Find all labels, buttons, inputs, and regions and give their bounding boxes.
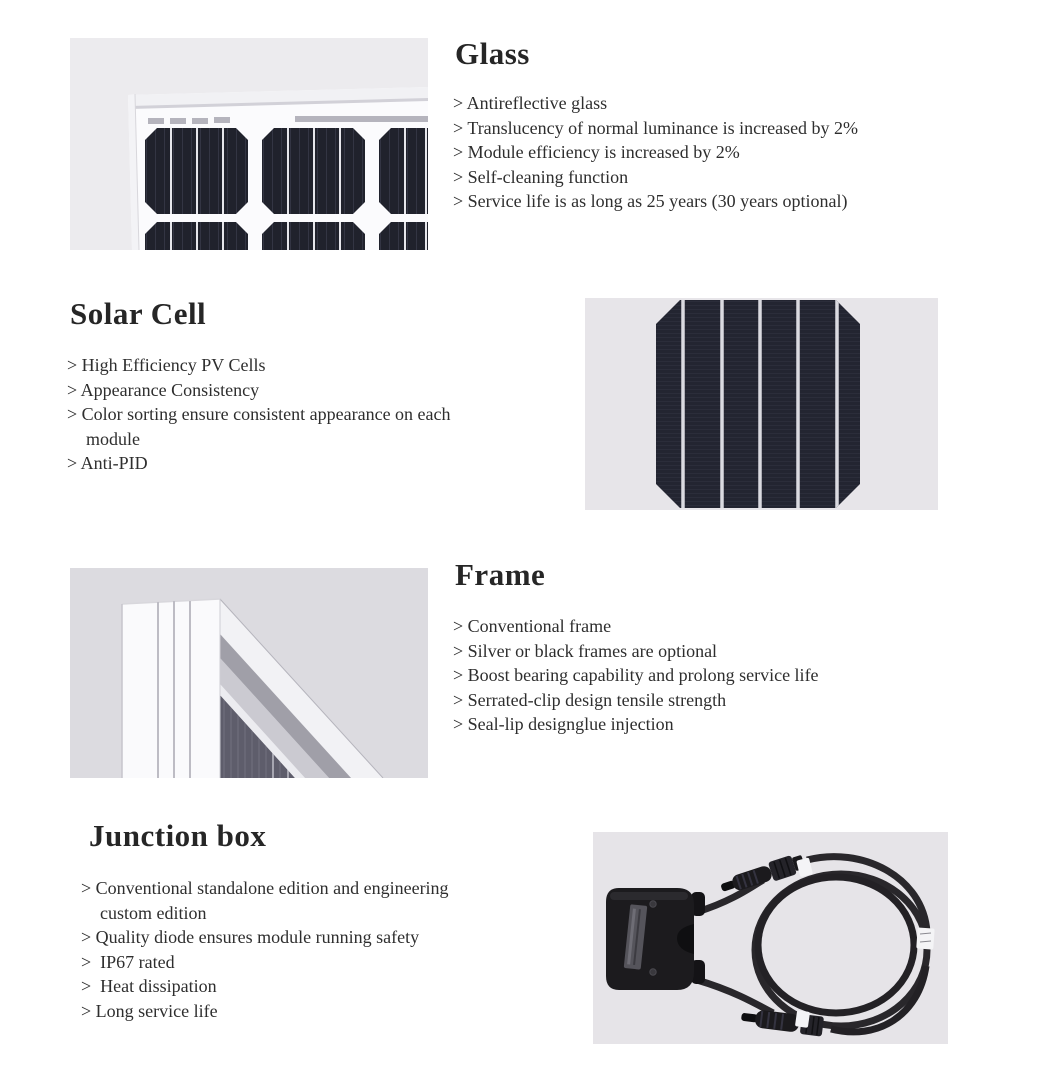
mono-cell-octagon	[656, 300, 860, 508]
feature-list-frame	[453, 614, 933, 737]
junction-box-body	[606, 888, 705, 990]
feature-item: > Long service life	[81, 1000, 218, 1021]
feature-item: > Conventional standalone edition and engineering	[81, 878, 449, 898]
feature-item: > Appearance Consistency	[67, 379, 260, 400]
screw	[650, 969, 656, 975]
feature-item: > Color sorting ensure consistent appearance on each	[67, 404, 451, 425]
solar-cell-photo	[585, 298, 938, 510]
feature-item-wrap: custom edition	[100, 902, 207, 923]
feature-item: > Serrated-clip design tensile strength	[453, 689, 727, 710]
feature-item: > Boost bearing capability and prolong service life	[453, 665, 819, 686]
feature-item: > Antireflective glass	[453, 93, 608, 113]
feature-list-glass	[453, 91, 973, 214]
feature-item: > Module efficiency is increased by 2%	[453, 142, 740, 163]
feature-item: > Silver or black frames are optional	[453, 640, 718, 661]
feature-item: > High Efficiency PV Cells	[67, 355, 266, 375]
glass-photo-graphic	[70, 38, 428, 250]
feature-item: > Translucency of normal luminance is increased by 2%	[453, 117, 859, 138]
feature-item: > Anti-PID	[67, 453, 148, 474]
section-title-frame: Frame	[455, 557, 546, 592]
frame-profile	[122, 599, 220, 778]
junction-box-photo-graphic	[593, 832, 948, 1044]
frame-photo-graphic	[70, 568, 428, 778]
solar-cell-photo-graphic	[585, 298, 938, 510]
solar-cells-row	[145, 128, 428, 250]
feature-item: > Service life is as long as 25 years (30 years optional)	[453, 191, 848, 212]
feature-item: > Conventional frame	[453, 616, 612, 636]
feature-item: > Self-cleaning function	[453, 166, 629, 187]
section-title-solar-cell: Solar Cell	[70, 296, 207, 331]
feature-item: > Quality diode ensures module running safety	[81, 927, 420, 948]
screw	[650, 901, 656, 907]
section-title-junction-box: Junction box	[89, 818, 267, 853]
frame-photo	[70, 568, 428, 778]
section-title-glass: Glass	[455, 36, 530, 71]
feature-item-wrap: module	[86, 428, 140, 449]
feature-item: > Seal-lip designglue injection	[453, 714, 674, 735]
feature-item: > IP67 rated	[81, 951, 175, 972]
feature-item: > Heat dissipation	[81, 976, 217, 997]
glass-photo	[70, 38, 428, 250]
feature-list-solar-cell	[67, 353, 567, 476]
feature-list-junction-box	[81, 876, 581, 1024]
junction-box-photo	[593, 832, 948, 1044]
